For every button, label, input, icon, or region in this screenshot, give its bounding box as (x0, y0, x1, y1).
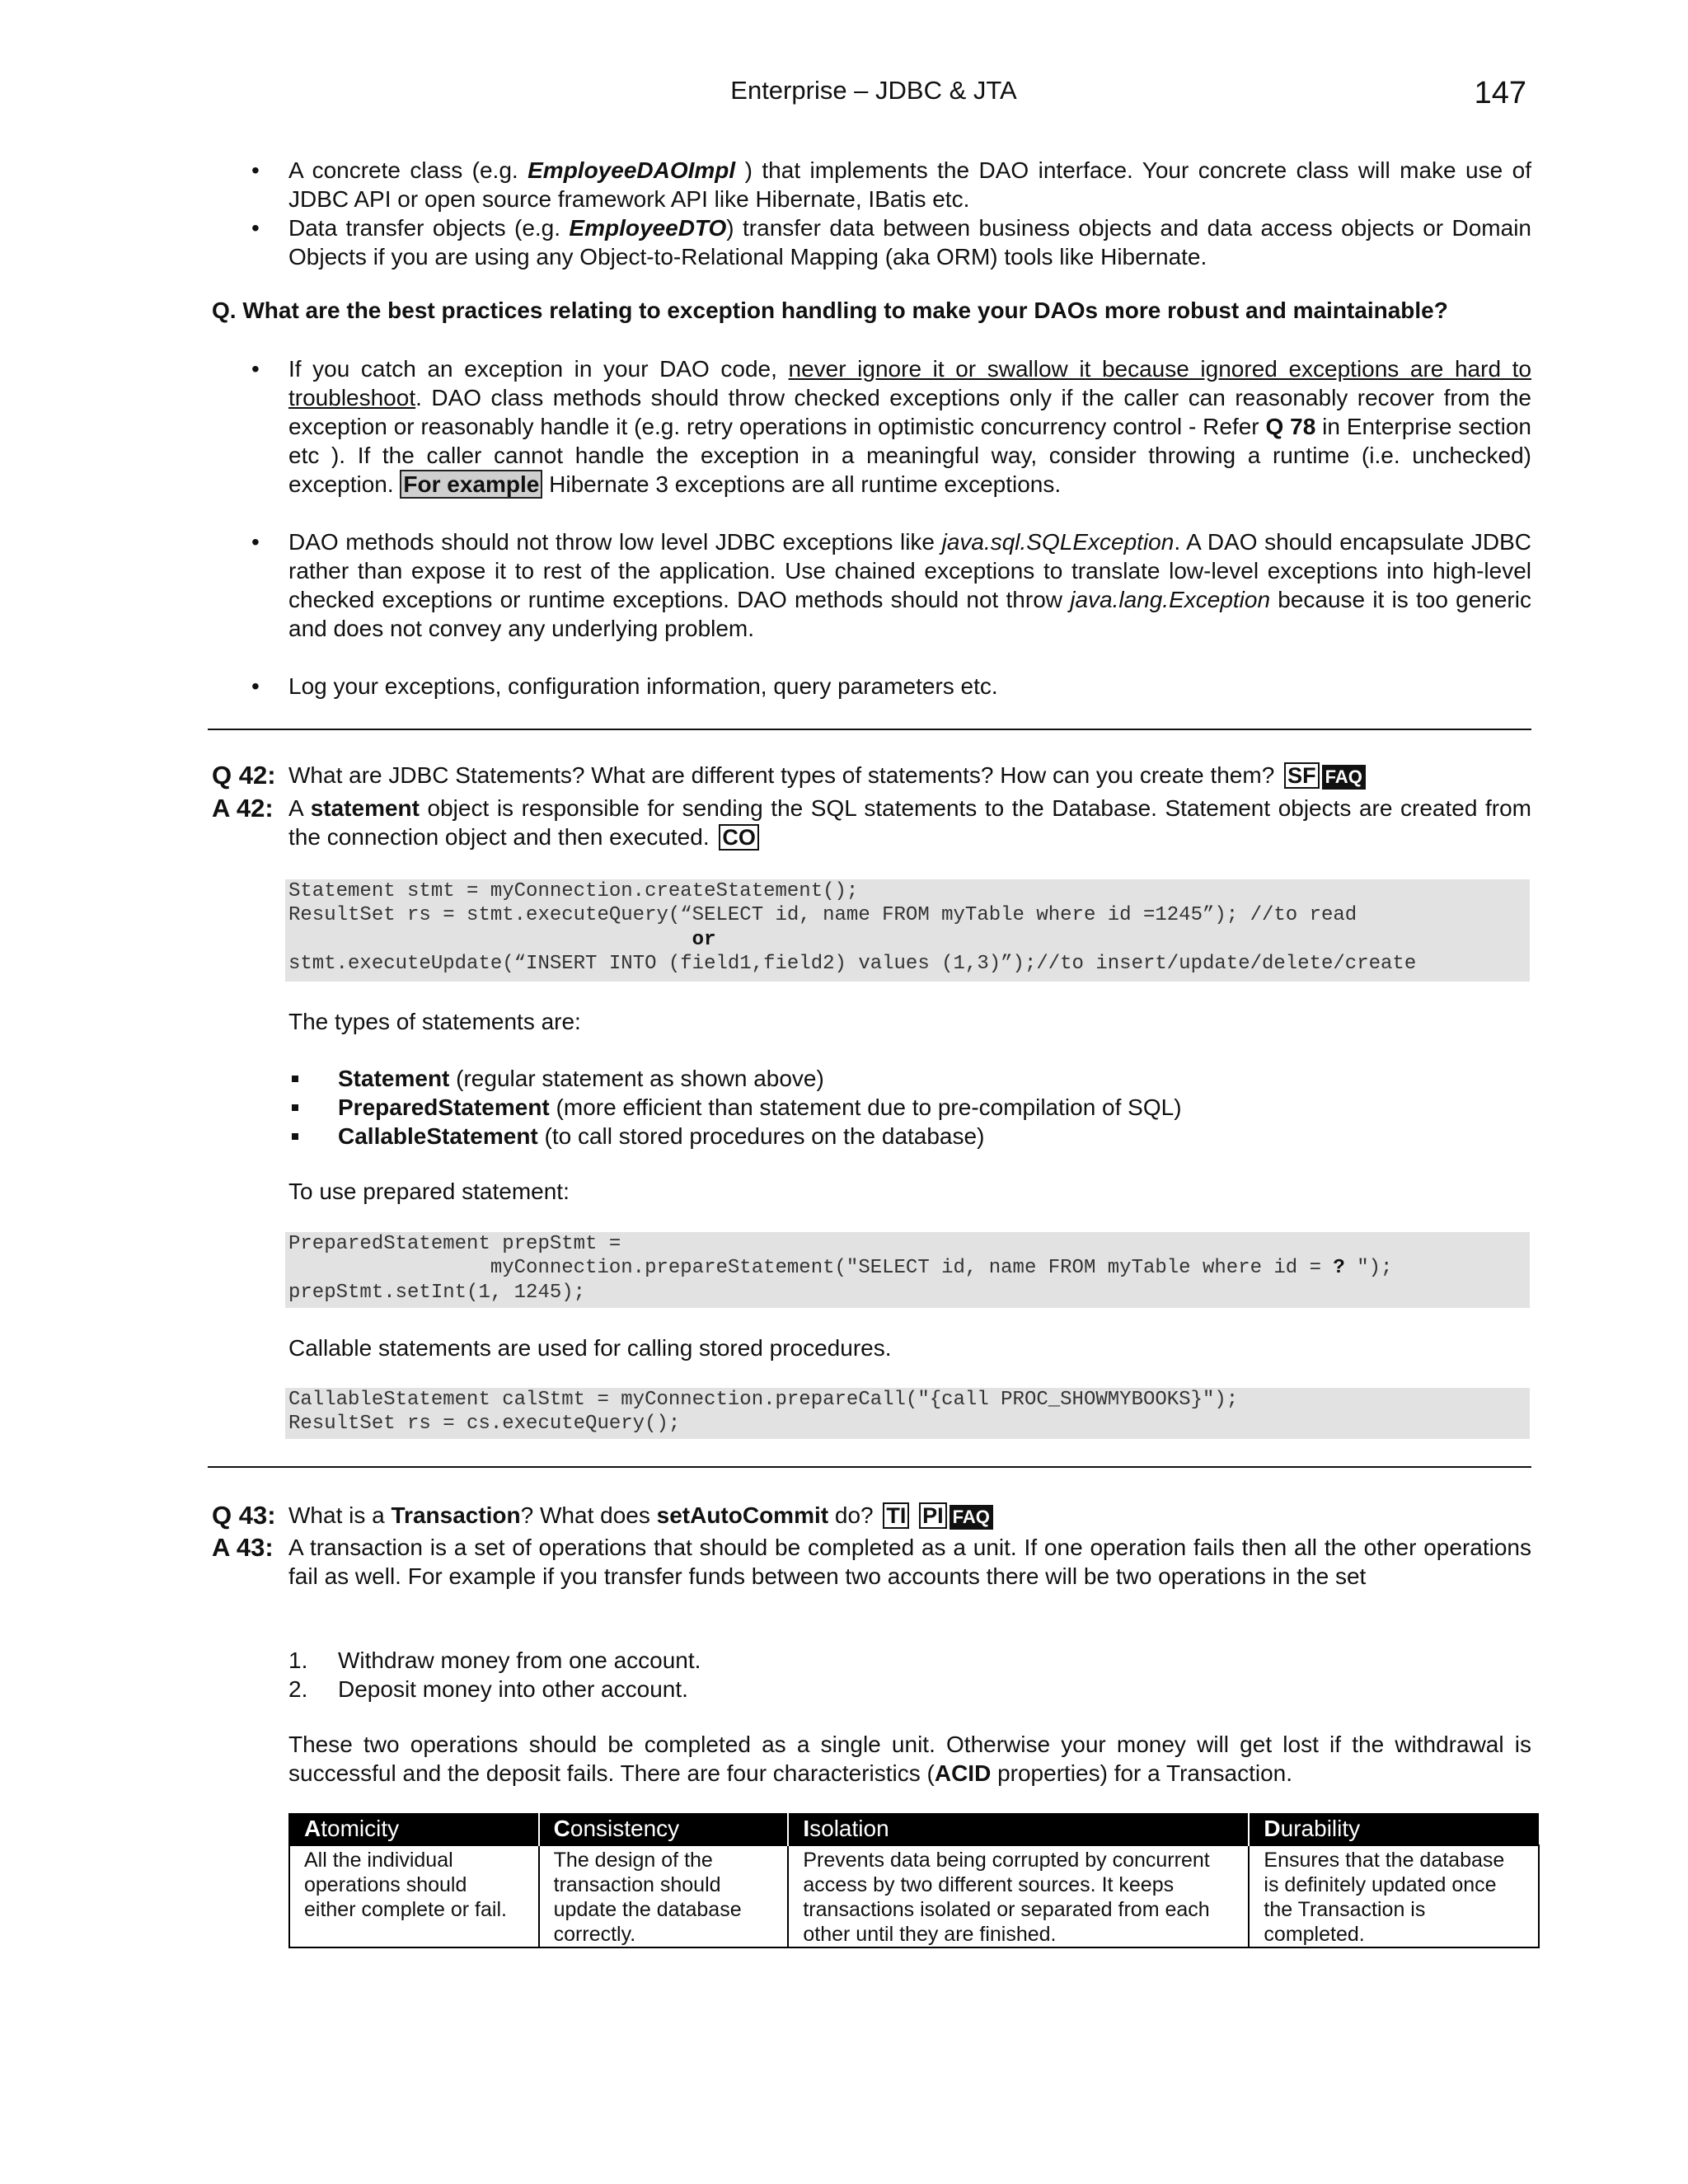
answer-label: A 43: (212, 1533, 274, 1562)
table-header-consistency: Consistency (539, 1813, 789, 1845)
code-block-prepared (285, 1232, 1530, 1308)
question-label: Q 43: (212, 1501, 276, 1530)
emphasis-class-name: java.sql.SQLException (941, 529, 1175, 555)
question-text: What are JDBC Statements? What are different types of statements? How can you create them? SF FAQ (288, 761, 1531, 790)
question-reference: Q 78 (1265, 414, 1316, 439)
emphasis-class-name: java.lang.Exception (1070, 587, 1271, 612)
statement-types-list (288, 1064, 1531, 1151)
code-line: or (288, 928, 716, 951)
code-line: myConnection.prepareStatement("SELECT id, name FROM myTable where id = ? "); (288, 1257, 1393, 1280)
code-line: ResultSet rs = stmt.executeQuery(“SELECT id, name FROM myTable where id =1245”); //to read (288, 904, 1357, 927)
code-line: ResultSet rs = cs.executeQuery(); (288, 1413, 681, 1436)
list-item: • Log your exceptions, configuration information, query parameters etc. (288, 672, 1531, 701)
callable-intro: Callable statements are used for calling stored procedures. (288, 1335, 892, 1361)
code-block-statement (285, 879, 1530, 982)
table-cell: Prevents data being corrupted by concurrent access by two different sources. It keeps transactions isolated or separated from each other until they are finished. (788, 1845, 1249, 1947)
list-item: • If you catch an exception in your DAO code, never ignore it or swallow it because ignored exceptions are hard to troubleshoot. DAO class methods should throw checked exceptions only if the caller can reasonably recover from the exception or reasonably handle it (e.g. retry operations in optimistic concurrency control - Refer Q 78 in Enterprise section etc ). If the caller cannot handle the exception in a meaningful way, consider throwing a runtime (i.e. unchecked) exception. For example Hibernate 3 exceptions are all runtime exceptions. (288, 354, 1531, 499)
list-item: • Data transfer objects (e.g. EmployeeDTO) transfer data between business objects and data access objects or Domain Objects if you are using any Object-to-Relational Mapping (aka ORM) tools like Hibernate. (288, 213, 1531, 271)
question-text: What is a Transaction? What does setAutoCommit do? TI PI FAQ (288, 1501, 1531, 1530)
code-line: prepStmt.setInt(1, 1245); (288, 1281, 586, 1304)
bold-term: statement (310, 795, 420, 821)
code-line: Statement stmt = myConnection.createStatement(); (288, 880, 859, 902)
faq-tag: FAQ (950, 1505, 993, 1530)
pi-tag: PI (919, 1502, 947, 1529)
page-title: Enterprise – JDBC & JTA (730, 76, 1017, 105)
answer-text: A statement object is responsible for sending the SQL statements to the Database. Statement objects are created from the connection object and then executed. CO (288, 795, 1531, 850)
emphasis-class-name: EmployeeDAOImpl (528, 157, 736, 183)
code-line: CallableStatement calStmt = myConnection.prepareCall("{call PROC_SHOWMYBOOKS}"); (288, 1389, 1239, 1411)
list-item: PreparedStatement (more efficient than statement due to pre-compilation of SQL) (288, 1093, 1531, 1122)
list-item: 2. Deposit money into other account. (288, 1676, 688, 1702)
code-line: stmt.executeUpdate(“INSERT INTO (field1,field2) values (1,3)”);//to insert/update/delete/create (288, 953, 1417, 976)
table-cell: All the individual operations should either complete or fail. (289, 1845, 539, 1947)
list-item: CallableStatement (to call stored procedures on the database) (288, 1122, 1531, 1151)
question-label: Q 42: (212, 761, 276, 790)
emphasis-class-name: EmployeeDTO (569, 215, 727, 241)
underlined-text: never ignore it or swallow it because ignored exceptions are hard to troubleshoot (288, 356, 1531, 410)
list-item: • DAO methods should not throw low level JDBC exceptions like java.sql.SQLException. A DAO should encapsulate JDBC rather than expose it to rest of the application. Use chained exceptions to translate low-level exceptions into high-level checked exceptions or runtime exceptions. DAO methods should not throw java.lang.Exception because it is too generic and does not convey any underlying problem. (288, 527, 1531, 643)
table-header-atomicity: Atomicity (289, 1813, 539, 1845)
prepared-intro: To use prepared statement: (288, 1179, 570, 1204)
best-practices-question: Q. What are the best practices relating to exception handling to make your DAOs more robust and maintainable? (212, 298, 1448, 323)
transaction-steps-list (288, 1646, 1531, 1704)
table-header-durability: Durability (1249, 1813, 1539, 1845)
faq-tag: FAQ (1322, 765, 1366, 790)
table-header-isolation: Isolation (788, 1813, 1249, 1845)
section-divider (208, 1466, 1531, 1468)
table-cell: Ensures that the database is definitely updated once the Transaction is completed. (1249, 1845, 1539, 1947)
code-block-callable (285, 1388, 1530, 1439)
acid-properties-table (288, 1813, 1540, 1948)
list-item: 1. Withdraw money from one account. (288, 1647, 701, 1673)
table-cell: The design of the transaction should update the database correctly. (539, 1845, 789, 1947)
types-intro: The types of statements are: (288, 1009, 581, 1034)
list-item: • A concrete class (e.g. EmployeeDAOImpl ) that implements the DAO interface. Your concrete class will make use of JDBC API or open source framework API like Hibernate, IBatis etc. (288, 156, 1531, 213)
page-number: 147 (1474, 76, 1526, 110)
list-item: Statement (regular statement as shown above) (288, 1064, 1531, 1093)
answer-text: A transaction is a set of operations that should be completed as a unit. If one operation fails then all the other operations fail as well. For example if you transfer funds between two accounts there will be two operations in the set (288, 1535, 1531, 1589)
section-divider (208, 729, 1531, 730)
co-tag: CO (719, 824, 759, 851)
best-practices-list (288, 354, 1531, 729)
sf-tag: SF (1284, 762, 1320, 789)
code-line: PreparedStatement prepStmt = (288, 1233, 621, 1255)
table-header-row (289, 1813, 1539, 1845)
acid-intro: These two operations should be completed as a single unit. Otherwise your money will get lost if the withdrawal is successful and the deposit fails. There are four characteristics (ACID properties) for a Transaction. (288, 1732, 1531, 1786)
for-example-highlight: For example (400, 470, 542, 499)
ti-tag: TI (883, 1502, 909, 1529)
intro-bullet-list (288, 156, 1531, 271)
table-row (289, 1845, 1539, 1947)
answer-label: A 42: (212, 794, 274, 823)
